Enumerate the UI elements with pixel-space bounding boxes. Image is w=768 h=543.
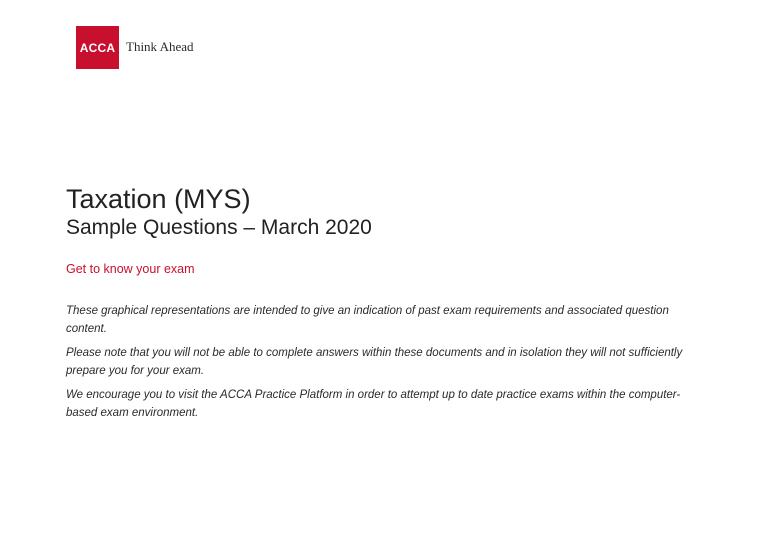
intro-paragraph: We encourage you to visit the ACCA Practice Platform in order to attempt up to date practice exams within the computer-based exam environment. (66, 389, 681, 419)
intro-paragraph: These graphical representations are intended to give an indication of past exam requirements and associated question content. (66, 305, 669, 335)
section-heading: Get to know your exam (66, 262, 195, 276)
intro-text (66, 303, 706, 429)
document-subtitle: Sample Questions – March 2020 (66, 216, 372, 239)
acca-logo-mark: ACCA (76, 26, 119, 69)
intro-paragraph: Please note that you will not be able to complete answers within these documents and in isolation they will not sufficiently prepare you for your exam. (66, 347, 683, 377)
document-title: Taxation (MYS) (66, 184, 251, 214)
logo-tagline: Think Ahead (126, 38, 194, 54)
acca-logo (76, 26, 194, 69)
